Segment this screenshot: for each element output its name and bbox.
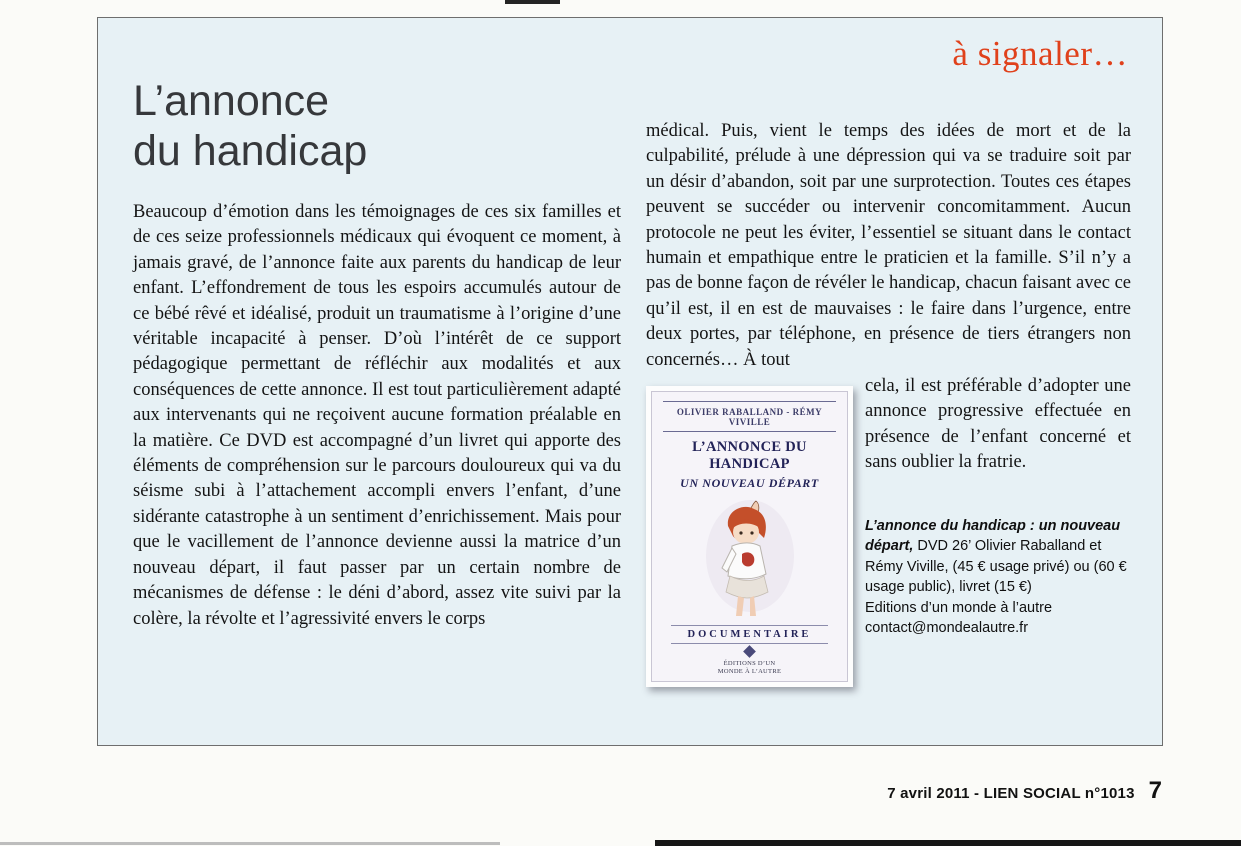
article-wrap-text: cela, il est préférable d’adopter une annonce progressive effectuée en présence de l’enfant concerné et sans oublier la fratrie.	[865, 376, 1131, 473]
article-right-column	[646, 119, 1131, 687]
dvd-title: L’ANNONCE DU HANDICAP	[692, 439, 807, 473]
scan-artifact-bottom-gray	[0, 842, 500, 845]
dvd-publisher: ÉDITIONS D’UN MONDE À L’AUTRE	[717, 660, 782, 675]
dvd-cover	[651, 391, 848, 682]
caption-email: contact@mondealautre.fr	[865, 620, 1029, 637]
article-panel	[97, 17, 1163, 746]
page-footer	[887, 777, 1162, 805]
footer-page-number: 7	[1148, 777, 1162, 804]
dvd-genre: DOCUMENTAIRE	[671, 625, 828, 644]
dvd-illustration-girl	[698, 496, 802, 622]
dvd-caption	[865, 516, 1131, 639]
caption-publisher: Editions d’un monde à l’autre	[865, 599, 1053, 616]
dvd-rule	[663, 401, 836, 402]
right-sub-column	[865, 373, 1131, 639]
article-right-top-text: médical. Puis, vient le temps des idées de mort et de la culpabilité, prélude à une dépression qui va se traduire soit par un désir d’abandon, soit par une surprotection. Toutes ces étapes peuvent se succéder ou intervenir concomitamment. Aucun protocole ne peut les éviter, l’essentiel se situant dans le contact humain et empathique entre le praticien et la famille. S’il n’y a pas de bonne façon de révéler le handicap, chacun faisant avec ce qu’il est, il en est de mauvaises : le faire dans l’urgence, entre deux portes, par téléphone, en présence de tiers étrangers non concernés… À tout	[646, 121, 1131, 370]
article-title-line2: du handicap	[133, 127, 368, 175]
caption-title: L’annonce du handicap : un nouveau départ,	[865, 517, 1121, 555]
footer-issue-label: 7 avril 2011 - LIEN SOCIAL n°1013	[887, 785, 1135, 802]
dvd-cover-image	[646, 386, 853, 687]
article-title-line1: L’annonce	[133, 77, 330, 125]
dvd-subtitle: UN NOUVEAU DÉPART	[680, 476, 819, 491]
scan-artifact-bottom-dark	[655, 840, 1241, 846]
article-left-column: Beaucoup d’émotion dans les témoignages de ces six familles et de ces seize professionnels médicaux qui évoquent ce moment, à jamais gravé, de l’annonce faite aux parents du handicap de leur enfant. L’effondrement de tous les espoirs accumulés autour de ce bébé rêvé et idéalisé, produit un traumatisme à l’origine d’une véritable incapacité à penser. D’où l’intérêt de ce support pédagogique permettant de réfléchir aux modalités et aux conséquences de cette annonce. Il est tout particulièrement adapté aux intervenants qui ne reçoivent aucune formation préalable en la matière. Ce DVD est accompagné d’un livret qui apporte des éléments de compréhension sur le parcours douloureux qui va du séisme subi à l’attachement accompli envers l’enfant, d’une sidérante catastrophe à un sentiment d’enrichissement. Mais pour que le vacillement de l’annonce devienne aussi la matrice d’un nouveau départ, il faut passer par un certain nombre de mécanismes de défense : le déni d’abord, assez vite suivi par la colère, la révolte et l’agressivité envers le corps	[133, 202, 621, 629]
caption-details: DVD 26’ Olivier Raballand et Rémy Viville, (45 € usage privé) ou (60 € usage public), livret (15 €)	[865, 538, 1127, 596]
publisher-logo-icon	[743, 645, 756, 658]
section-label: à signaler…	[952, 34, 1128, 73]
article-title	[133, 76, 367, 176]
scan-artifact-top-mark	[505, 0, 560, 4]
media-row	[646, 373, 1131, 687]
dvd-authors: OLIVIER RABALLAND - RÉMY VIVILLE	[676, 407, 823, 428]
dvd-rule	[663, 431, 836, 432]
